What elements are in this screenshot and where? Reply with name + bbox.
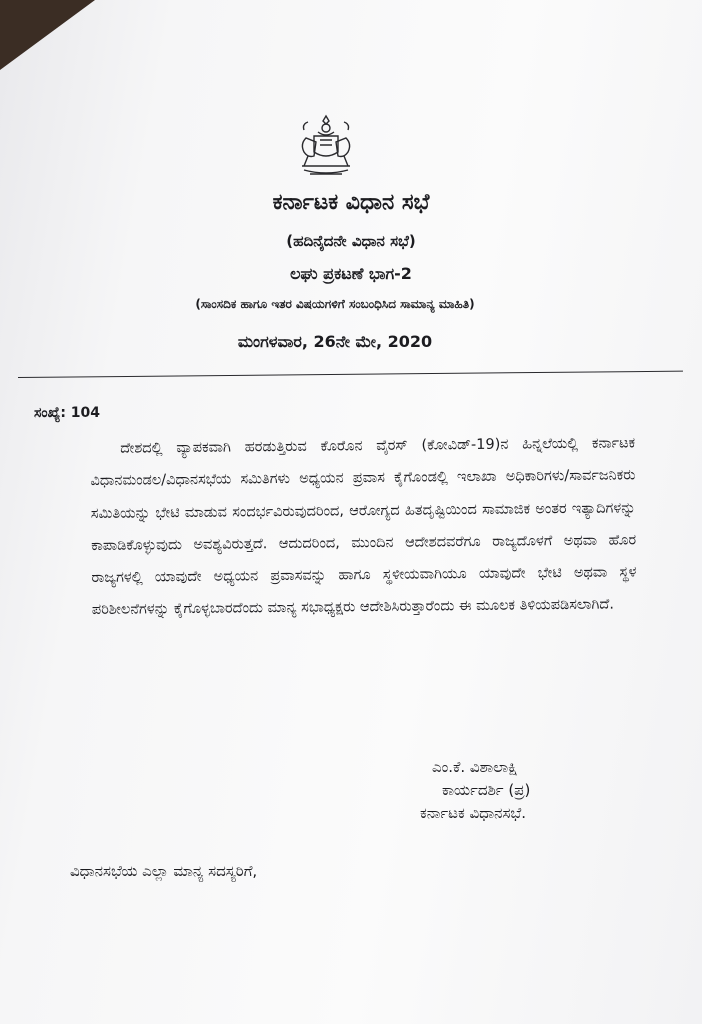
bulletin-part: ಲಘು ಪ್ರಕಟಣೆ ಭಾಗ-2 bbox=[290, 264, 412, 283]
addressee: ವಿಧಾನಸಭೆಯ ಎಲ್ಲಾ ಮಾನ್ಯ ಸದಸ್ಯರಿಗೆ, bbox=[70, 862, 258, 880]
notice-number: ಸಂಖ್ಯೆ: 104 bbox=[34, 405, 101, 421]
signatory-organization: ಕರ್ನಾಟಕ ವಿಧಾನಸಭೆ. bbox=[420, 804, 527, 822]
background-corner bbox=[0, 0, 95, 70]
assembly-title: ಕರ್ನಾಟಕ ವಿಧಾನ ಸಭೆ bbox=[272, 190, 430, 215]
signatory-name: ಎಂ.ಕೆ. ವಿಶಾಲಾಕ್ಷಿ bbox=[432, 758, 518, 776]
header-divider bbox=[18, 371, 683, 378]
bulletin-subject: (ಸಾಂಸದಿಕ ಹಾಗೂ ಇತರ ವಿಷಯಗಳಿಗೆ ಸಂಬಂಧಿಸಿದ ಸಾಮಾನ್ಯ ಮಾಹಿತಿ) bbox=[195, 297, 475, 311]
notice-body: ದೇಶದಲ್ಲಿ ವ್ಯಾಪಕವಾಗಿ ಹರಡುತ್ತಿರುವ ಕೊರೊನ ವೈರಸ್ (ಕೋವಿಡ್-19)ನ ಹಿನ್ನಲೆಯಲ್ಲಿ ಕರ್ನಾಟಕ ವಿಧಾನಮಂಡಲ/ವಿಧಾನಸಭೆಯ ಸಮಿತಿಗಳು ಅಧ್ಯಯನ ಪ್ರವಾಸ ಕೈಗೊಂಡಲ್ಲಿ ಇಲಾಖಾ ಅಧಿಕಾರಿಗಳು/ಸಾರ್ವಜನಿಕರು ಸಮಿತಿಯನ್ನು ಭೇಟಿ ಮಾಡುವ ಸಂದರ್ಭವಿರುವುದರಿಂದ, ಆರೋಗ್ಯದ ಹಿತದೃಷ್ಟಿಯಿಂದ ಸಾಮಾಜಿಕ ಅಂತರ ಇತ್ಯಾದಿಗಳನ್ನು ಕಾಪಾಡಿಕೊಳ್ಳುವುದು ಅವಶ್ಯವಿರುತ್ತದೆ. ಆದುದರಿಂದ, ಮುಂದಿನ ಆದೇಶದವರೆಗೂ ರಾಜ್ಯದೊಳಗೆ ಅಥವಾ ಹೊರ ರಾಜ್ಯಗಳಲ್ಲಿ ಯಾವುದೇ ಅಧ್ಯಯನ ಪ್ರವಾಸವನ್ನು ಹಾಗೂ ಸ್ಥಳೀಯವಾಗಿಯೂ ಯಾವುದೇ ಭೇಟಿ ಅಥವಾ ಸ್ಥಳ ಪರಿಶೀಲನೆಗಳನ್ನು ಕೈಗೊಳ್ಳಬಾರದೆಂದು ಮಾನ್ಯ ಸಭಾಧ್ಯಕ್ಷರು ಆದೇಶಿಸಿರುತ್ತಾರೆಂದು ಈ ಮೂಲಕ ತಿಳಿಯಪಡಿಸಲಾಗಿದೆ. bbox=[90, 435, 637, 619]
signatory-designation: ಕಾರ್ಯದರ್ಶಿ (ಪ್ರ) bbox=[442, 781, 531, 799]
assembly-subtitle: (ಹದಿನೈದನೇ ವಿಧಾನ ಸಭೆ) bbox=[286, 232, 416, 250]
bulletin-date: ಮಂಗಳವಾರ, 26ನೇ ಮೇ, 2020 bbox=[237, 332, 433, 351]
state-emblem-icon bbox=[294, 112, 358, 178]
